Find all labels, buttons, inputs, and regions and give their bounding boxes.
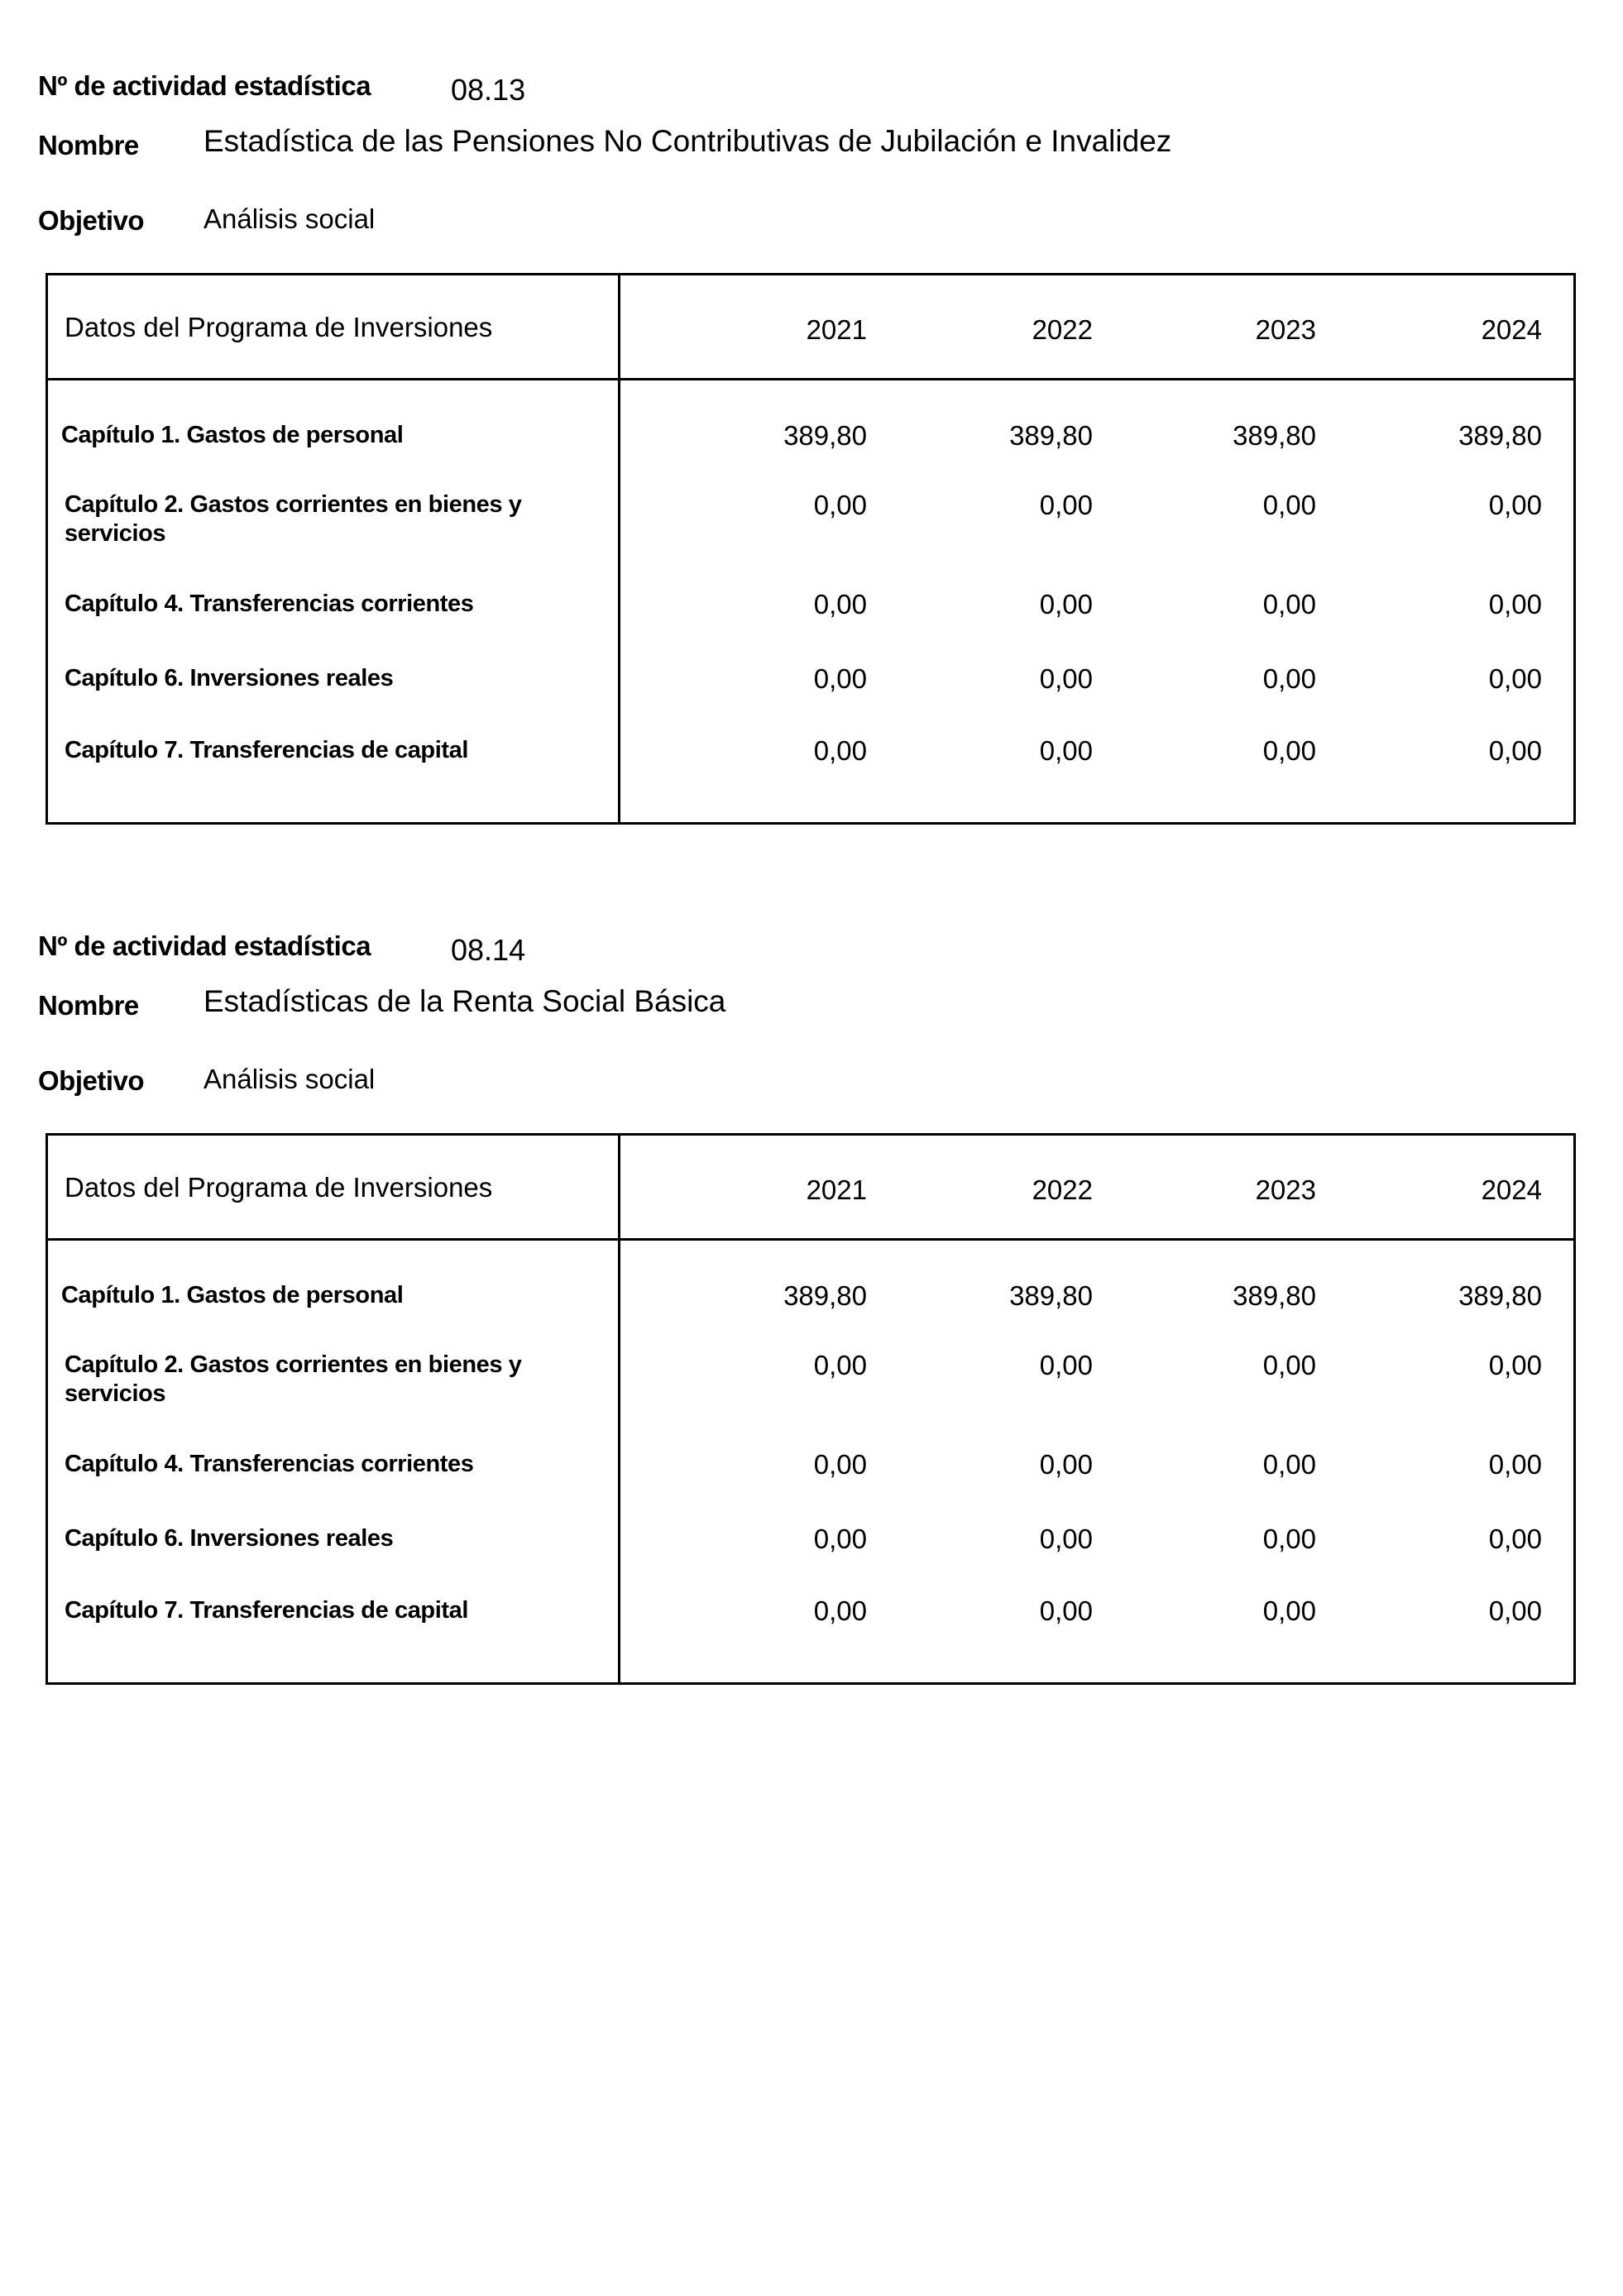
row-label: Capítulo 1. Gastos de personal [61,1282,404,1308]
value-cell: 0,00 [1262,1350,1316,1380]
value-cell: 389,80 [1233,1280,1316,1311]
value-cell: 0,00 [1039,735,1093,766]
value-cell: 389,80 [1458,420,1542,451]
row-label: Capítulo 2. Gastos corrientes en bienes y servicios [65,491,522,547]
table-header-divider [48,1238,1573,1241]
year-header-2024: 2024 [1481,314,1542,345]
year-header-2022: 2022 [1032,314,1093,345]
value-cell: 389,80 [783,1280,867,1311]
value-cell: 0,00 [813,490,867,520]
row-label: Capítulo 1. Gastos de personal [61,422,404,448]
activity-number-label: Nº de actividad estadística [38,930,371,961]
year-header-2021: 2021 [806,1174,867,1205]
table-column-divider [618,1136,620,1682]
name-value: Estadística de las Pensiones No Contributivas de Jubilación e Invalidez [203,124,1172,158]
value-cell: 0,00 [1488,1449,1542,1480]
row-label: Capítulo 4. Transferencias corrientes [65,1451,474,1477]
value-cell: 0,00 [1488,1350,1542,1380]
value-cell: 0,00 [1039,1449,1093,1480]
row-label: Capítulo 4. Transferencias corrientes [65,591,474,617]
value-cell: 0,00 [1262,663,1316,694]
row-label: Capítulo 7. Transferencias de capital [65,737,469,763]
value-cell: 0,00 [1262,490,1316,520]
value-cell: 0,00 [813,663,867,694]
value-cell: 0,00 [813,1449,867,1480]
table-header-divider [48,378,1573,380]
objective-value: Análisis social [203,203,376,234]
row-label: Capítulo 2. Gastos corrientes en bienes y servicios [65,1351,522,1407]
value-cell: 0,00 [813,1595,867,1626]
value-cell: 389,80 [783,420,867,451]
value-cell: 389,80 [1009,1280,1093,1311]
objective-value: Análisis social [203,1064,376,1094]
activity-number-value: 08.13 [451,73,526,107]
investment-table [45,1133,1576,1685]
row-label: Capítulo 7. Transferencias de capital [65,1597,469,1624]
name-label: Nombre [38,990,139,1021]
objective-label: Objetivo [38,205,145,236]
year-header-2024: 2024 [1481,1174,1542,1205]
objective-label: Objetivo [38,1065,145,1096]
year-header-2023: 2023 [1255,314,1316,345]
value-cell: 0,00 [1039,589,1093,619]
table-header-title: Datos del Programa de Inversiones [65,1172,493,1203]
year-header-2021: 2021 [806,314,867,345]
value-cell: 0,00 [1488,663,1542,694]
value-cell: 0,00 [1262,1449,1316,1480]
activity-number-label: Nº de actividad estadística [38,70,371,101]
value-cell: 0,00 [1039,1523,1093,1554]
name-value: Estadísticas de la Renta Social Básica [203,984,726,1018]
value-cell: 0,00 [1262,589,1316,619]
row-label: Capítulo 6. Inversiones reales [65,665,394,691]
value-cell: 0,00 [1488,1523,1542,1554]
value-cell: 389,80 [1233,420,1316,451]
value-cell: 0,00 [1488,490,1542,520]
value-cell: 389,80 [1009,420,1093,451]
value-cell: 389,80 [1458,1280,1542,1311]
value-cell: 0,00 [813,1350,867,1380]
activity-record-08-13 [0,0,1623,827]
name-label: Nombre [38,130,139,160]
year-header-2023: 2023 [1255,1174,1316,1205]
table-header-title: Datos del Programa de Inversiones [65,312,493,342]
value-cell: 0,00 [813,589,867,619]
value-cell: 0,00 [1039,1595,1093,1626]
value-cell: 0,00 [1262,1595,1316,1626]
activity-number-value: 08.14 [451,933,526,967]
investment-table [45,273,1576,825]
value-cell: 0,00 [1039,490,1093,520]
value-cell: 0,00 [1488,589,1542,619]
value-cell: 0,00 [1262,1523,1316,1554]
year-header-2022: 2022 [1032,1174,1093,1205]
value-cell: 0,00 [813,735,867,766]
value-cell: 0,00 [813,1523,867,1554]
value-cell: 0,00 [1039,663,1093,694]
table-column-divider [618,275,620,822]
activity-record-08-14 [0,860,1623,1687]
value-cell: 0,00 [1488,1595,1542,1626]
value-cell: 0,00 [1488,735,1542,766]
value-cell: 0,00 [1039,1350,1093,1380]
value-cell: 0,00 [1262,735,1316,766]
row-label: Capítulo 6. Inversiones reales [65,1525,394,1552]
